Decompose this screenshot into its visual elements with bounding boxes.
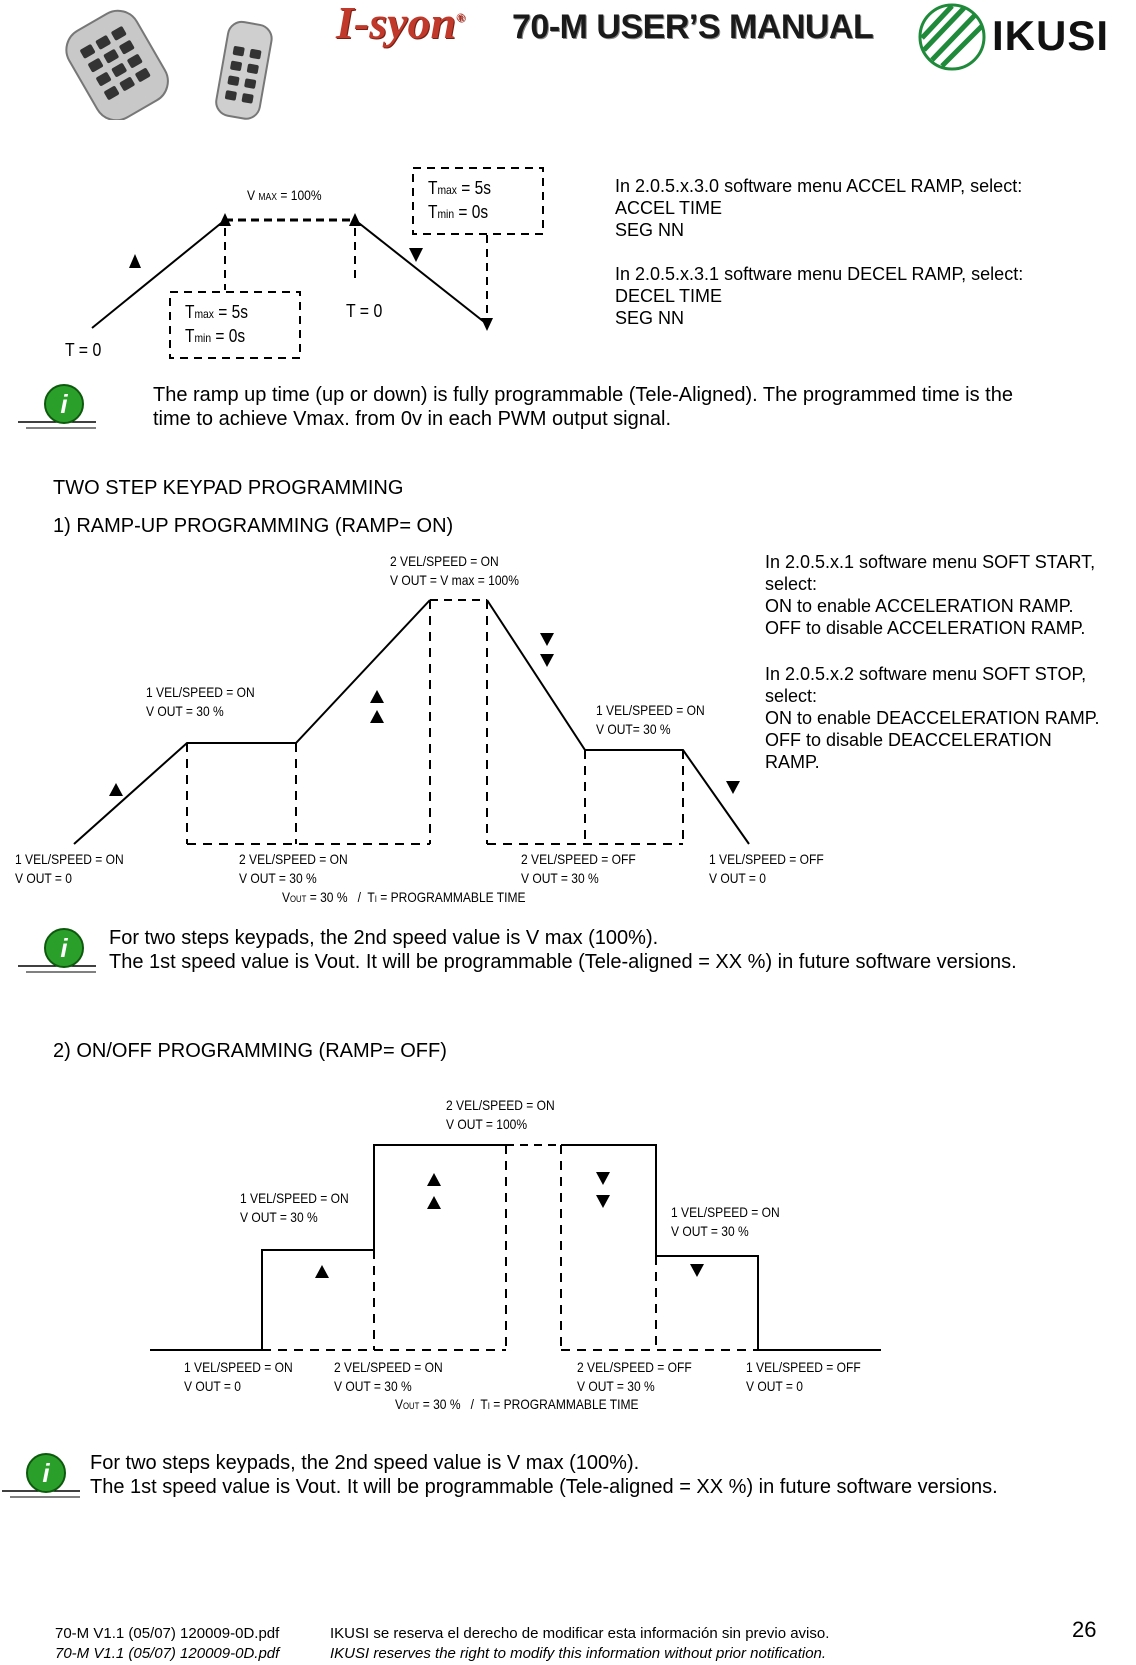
d2-right-mid-label: 1 VEL/SPEED = ON V OUT= 30 % (596, 702, 705, 737)
diagram2-side-text: In 2.0.5.x.1 software menu SOFT START, select: ON to enable ACCELERATION RAMP. OFF to disable ACCELERATION RAMP. In 2.0.5.x.2 software menu SOFT STOP, select: ON to enable DEACCELERATION RAMP. OFF to disable DEACCELERATION RAMP. (765, 552, 1100, 772)
svg-text:i: i (42, 1458, 50, 1488)
diagram1-side-text: In 2.0.5.x.3.0 software menu ACCEL RAMP, select: ACCEL TIME SEG NN In 2.0.5.x.3.1 software menu DECEL RAMP, select: DECEL TIME SEG NN (615, 176, 1024, 328)
footer-left-es: 70-M V1.1 (05/07) 120009-0D.pdf (55, 1625, 280, 1642)
down-triangle-icon (596, 1172, 610, 1185)
subsection-ramp-up: 1) RAMP-UP PROGRAMMING (RAMP= ON) (53, 515, 454, 537)
down-triangle-icon (726, 781, 740, 794)
ramp-diagram-1 (0, 150, 600, 365)
ikusi-globe-logo-icon (916, 2, 988, 72)
footer-left-en: 70-M V1.1 (05/07) 120009-0D.pdf (55, 1645, 280, 1662)
info-icon (16, 926, 100, 976)
d3-bottom-label: 2 VEL/SPEED = OFF V OUT = 30 % (577, 1359, 692, 1394)
ikusi-wordmark: IKUSI (992, 12, 1110, 59)
box-bottom-text: Tmax = 5s Tmin = 0s (185, 302, 248, 346)
box-top-text: Tmax = 5s Tmin = 0s (428, 178, 491, 222)
remote-control-small-icon (210, 18, 280, 123)
down-triangle-icon (690, 1264, 704, 1277)
footer-right-es: IKUSI se reserva el derecho de modificar esta información sin previo aviso. (330, 1625, 830, 1642)
d2-vout-legend: VOUT = 30 % / TI = PROGRAMMABLE TIME (282, 889, 526, 905)
d3-bottom-label: 1 VEL/SPEED = OFF V OUT = 0 (746, 1359, 861, 1394)
d3-bottom-label: 2 VEL/SPEED = ON V OUT = 30 % (334, 1359, 443, 1394)
note-3: For two steps keypads, the 2nd speed value is V max (100%). The 1st speed value is Vout. It will be programmable (Tele-aligned = XX %) in future software versions. (90, 1452, 998, 1498)
d3-left-mid-label: 1 VEL/SPEED = ON V OUT = 30 % (240, 1190, 349, 1225)
subsection-on-off: 2) ON/OFF PROGRAMMING (RAMP= OFF) (53, 1040, 447, 1062)
brand-logo: I-syon® (336, 0, 466, 48)
d3-right-mid-label: 1 VEL/SPEED = ON V OUT = 30 % (671, 1204, 780, 1239)
info-icon (0, 1451, 84, 1501)
note-1: The ramp up time (up or down) is fully programmable (Tele-Aligned). The programmed time is the time to achieve Vmax. from 0v in each PWM output signal. (153, 384, 1013, 430)
note-2: For two steps keypads, the 2nd speed value is V max (100%). The 1st speed value is Vout. It will be programmable (Tele-aligned = XX %) in future software versions. (109, 927, 1017, 973)
vmax-label: V MAX = 100% (247, 187, 322, 203)
arrow-up-icon (349, 213, 361, 226)
down-triangle-icon (540, 633, 554, 646)
onoff-diagram-3 (0, 1135, 900, 1375)
svg-text:i: i (60, 389, 68, 419)
t0-left-label: T = 0 (65, 340, 102, 360)
d3-top-label: 2 VEL/SPEED = ON V OUT = 100% (446, 1097, 555, 1132)
up-triangle-icon (109, 783, 123, 796)
up-triangle-icon (427, 1196, 441, 1209)
info-icon (16, 384, 100, 434)
down-triangle-icon (540, 654, 554, 667)
up-triangle-icon (129, 254, 141, 268)
d2-top-label: 2 VEL/SPEED = ON V OUT = V max = 100% (390, 553, 519, 588)
arrow-down-icon (481, 318, 493, 331)
page-title: 70-M USER’S MANUAL (512, 8, 874, 46)
up-triangle-icon (315, 1265, 329, 1278)
d2-bottom-label: 2 VEL/SPEED = ON V OUT = 30 % (239, 851, 348, 886)
step-down-profile (561, 1145, 881, 1350)
up-triangle-icon (370, 690, 384, 703)
down-triangle-icon (596, 1195, 610, 1208)
d2-bottom-label: 2 VEL/SPEED = OFF V OUT = 30 % (521, 851, 636, 886)
d2-left-mid-label: 1 VEL/SPEED = ON V OUT = 30 % (146, 684, 255, 719)
svg-text:i: i (60, 933, 68, 963)
page-number: 26 (1072, 1617, 1097, 1642)
d3-bottom-label: 1 VEL/SPEED = ON V OUT = 0 (184, 1359, 293, 1394)
down-triangle-icon (409, 248, 423, 262)
up-triangle-icon (427, 1173, 441, 1186)
d2-bottom-label: 1 VEL/SPEED = OFF V OUT = 0 (709, 851, 824, 886)
up-triangle-icon (370, 710, 384, 723)
remote-control-large-icon (58, 5, 178, 120)
section-title: TWO STEP KEYPAD PROGRAMMING (53, 477, 404, 499)
d3-vout-legend: VOUT = 30 % / TI = PROGRAMMABLE TIME (395, 1396, 639, 1412)
step-up-profile (262, 1145, 506, 1350)
footer-right-en: IKUSI reserves the right to modify this information without prior notification. (330, 1645, 827, 1662)
t0-mid-label: T = 0 (346, 301, 383, 321)
d2-bottom-label: 1 VEL/SPEED = ON V OUT = 0 (15, 851, 124, 886)
